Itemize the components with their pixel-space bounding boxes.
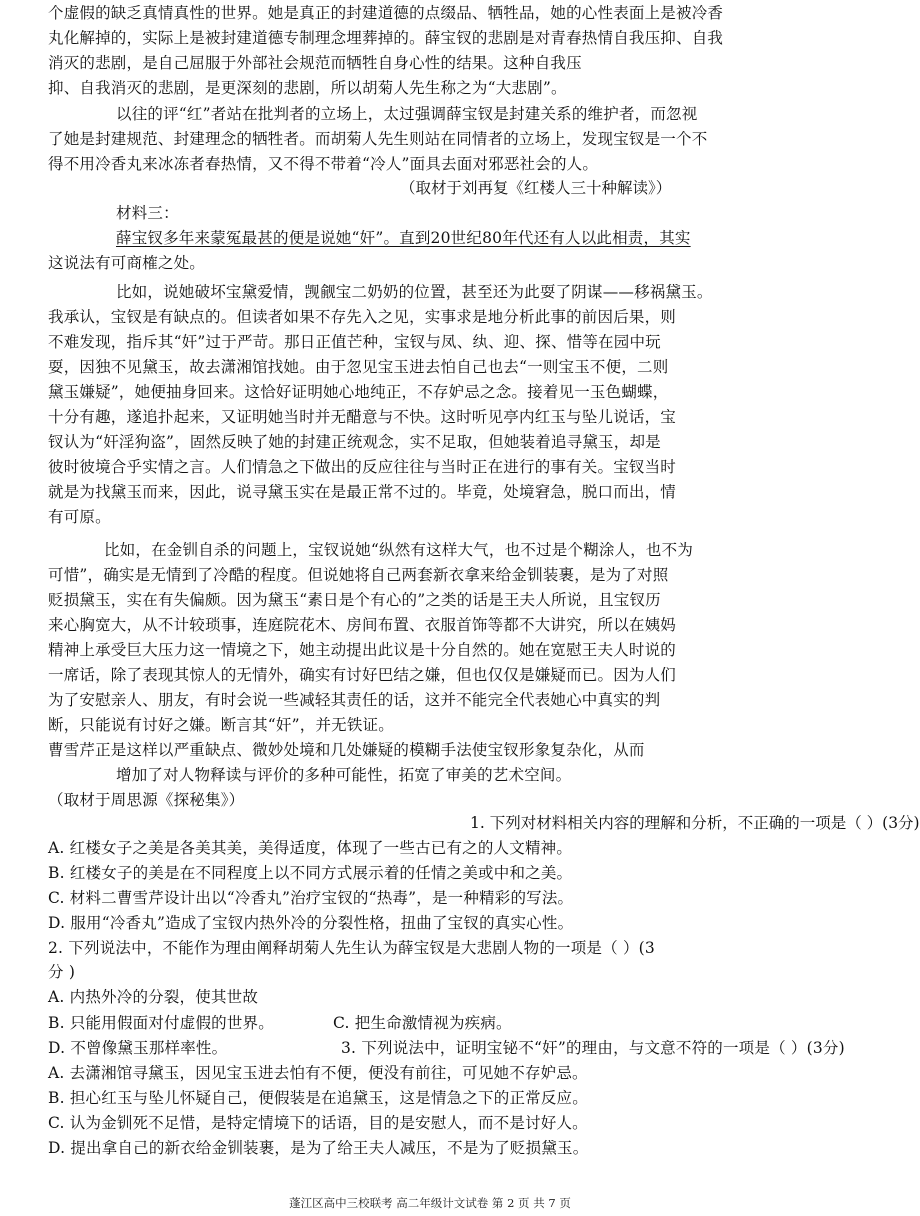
- text-line: 得不用冷香丸来冰冻者春热情，又不得不带着“冷人”面具去面对邪恶社会的人。: [48, 155, 599, 173]
- text-line: 比如，在金钏自杀的问题上，宝钗说她“纵然有这样大气，也不过是个糊涂人，也不为: [104, 541, 694, 559]
- source-citation: 1. 下列对材料相关内容的理解和分析，不正确的一项是（ ）(3分): [470, 814, 920, 832]
- source-citation: （取材于刘再复《红楼人三十种解读》）: [400, 179, 672, 197]
- option-d: 2. 下列说法中，不能作为理由阐释胡菊人先生认为薛宝钗是大悲剧人物的一项是（ ）(3: [48, 939, 655, 957]
- text-line: 有可原。: [48, 508, 111, 526]
- question-1: A. 红楼女子之美是各美其美，美得适度，体现了一些古已有之的人文精神。: [48, 839, 573, 857]
- text-line: 十分有趣，遂追扑起来，又证明她当时并无醋意与不快。这时听见亭内红玉与坠儿说话，宝: [48, 408, 677, 426]
- text-line: 消灭的悲剧，是自己屈服于外部社会规范而牺牲自身心性的结果。这种自我压: [48, 54, 582, 72]
- text-line: 黛玉嫌疑”，她便抽身回来。这恰好证明她心地纯正，不存妒忌之念。接着见一玉色蝴蝶，: [48, 383, 669, 401]
- question-2-score: A. 内热外冷的分裂，使其世故: [48, 988, 259, 1006]
- option-d: 3. 下列说法中，证明宝铋不“奸”的理由，与文意不符的一项是（ ）(3分): [341, 1039, 845, 1057]
- text-line: 丸化解掉的，实际上是被封建道德专制理念埋葬掉的。薛宝钗的悲剧是对青春热情自我压抑、自我: [48, 29, 724, 47]
- page-footer: 蓬江区高中三校联考 高二年级计文试卷 第 2 页 共 7 页: [289, 1196, 571, 1210]
- text-line: 精神上承受巨大压力这一情境之下，她主动提出此议是十分自然的。她在宽慰王夫人时说的: [48, 641, 677, 659]
- question-2: 分 ): [48, 963, 76, 981]
- text-line: 钗认为“奸淫狗盗”，固然反映了她的封建正统观念，实不足取，但她装着追寻黛玉，却是: [48, 433, 661, 451]
- section-heading: 材料三：: [116, 204, 179, 222]
- text-line: 比如，说她破坏宝黛爱情，觊觎宝二奶奶的位置，甚至还为此耍了阴谋——移祸黛玉。: [116, 283, 713, 301]
- text-line: 彼时彼境合乎实情之言。人们情急之下做出的反应往往与当时正在进行的事有关。宝钗当时: [48, 458, 677, 476]
- option-b: C. 材料二曹雪芹设计出以“冷香丸”治疗宝钗的“热毒”，是一种精彩的写法。: [48, 889, 574, 907]
- option-c: D. 服用“冷香丸”造成了宝钗内热外冷的分裂性格，扭曲了宝钗的真实心性。: [48, 914, 574, 932]
- text-line: （取材于周思源《探秘集》）: [48, 791, 245, 809]
- text-line: 个虚假的缺乏真情真性的世界。她是真正的封建道德的点缀品、牺牲品，她的心性表面上是被冷香: [48, 4, 724, 22]
- option-c: D. 提出拿自己的新衣给金钏装裹，是为了给王夫人减压，不是为了贬损黛玉。: [48, 1139, 589, 1157]
- text-line: 不难发现，指斥其“奸”过于严苛。那日正值芒种，宝钗与凤、纨、迎、探、惜等在园中玩: [48, 333, 661, 351]
- text-line: 增加了对人物释读与评价的多种可能性，拓宽了审美的艺术空间。: [116, 766, 572, 784]
- text-line: 贬损黛玉，实在有失偏颇。因为黛玉“素日是个有心的”之类的话是王夫人所说，且宝钗历: [48, 591, 661, 609]
- text-line: 抑、自我消灭的悲剧，是更深刻的悲剧，所以胡菊人先生称之为“大悲剧”。: [48, 79, 567, 97]
- text-line: 耍，因独不见黛玉，故去潇湘馆找她。由于忽见宝玉进去怕自己也去“一则宝玉不便，二则: [48, 358, 669, 376]
- text-line: 了她是封建规范、封建理念的牺牲者。而胡菊人先生则站在同情者的立场上，发现宝钗是一个不: [48, 130, 708, 148]
- question-3: A. 去潇湘馆寻黛玉，因见宝玉进去怕有不便，便没有前往，可见她不存妒忌。: [48, 1064, 588, 1082]
- text-line: 以往的评“红”者站在批判者的立场上，太过强调薛宝钗是封建关系的维护者，而忽视: [116, 105, 698, 123]
- option-a: B. 只能用假面对付虚假的世界。: [48, 1014, 274, 1032]
- text-line: 曹雪芹正是这样以严重缺点、微妙处境和几处嫌疑的模糊手法使宝钗形象复杂化，从而: [48, 741, 645, 759]
- option-a: B. 红楼女子的美是在不同程度上以不同方式展示着的任情之美或中和之美。: [48, 864, 573, 882]
- option-a: B. 担心红玉与坠儿怀疑自己，便假装是在追黛玉，这是情急之下的正常反应。: [48, 1089, 588, 1107]
- text-line: 为了安慰亲人、朋友，有时会说一些减轻其责任的话，这并不能完全代表她心中真实的判: [48, 691, 661, 709]
- text-line: 薛宝钗多年来蒙冤最甚的便是说她“奸”。直到20世纪80年代还有人以此相责，其实: [116, 229, 691, 247]
- text-line: 就是为找黛玉而来，因此，说寻黛玉实在是最正常不过的。毕竟，处境窘急，脱口而出，情: [48, 483, 677, 501]
- option-b: C. 把生命激情视为疾病。: [333, 1014, 512, 1032]
- text-line: 我承认，宝钗是有缺点的。但读者如果不存先入之见，实事求是地分析此事的前因后果，则: [48, 308, 677, 326]
- option-b: C. 认为金钏死不足惜，是特定情境下的话语，目的是安慰人，而不是讨好人。: [48, 1114, 588, 1132]
- text-line: 一席话，除了表现其惊人的无情外，确实有讨好巴结之嫌，但也仅仅是嫌疑而已。因为人们: [48, 666, 677, 684]
- text-line: 可惜”，确实是无情到了冷酷的程度。但说她将自己两套新衣拿来给金钏装裹，是为了对照: [48, 566, 669, 584]
- text-line: 断，只能说有讨好之嫌。断言其“奸”，并无铁证。: [48, 716, 394, 734]
- text-line: 来心胸宽大，从不计较琐事，连庭院花木、房间布置、衣服首饰等都不大讲究，所以在姨妈: [48, 616, 677, 634]
- option-c: D. 不曾像黛玉那样率性。: [48, 1039, 228, 1057]
- text-line: 这说法有可商榷之处。: [48, 254, 206, 272]
